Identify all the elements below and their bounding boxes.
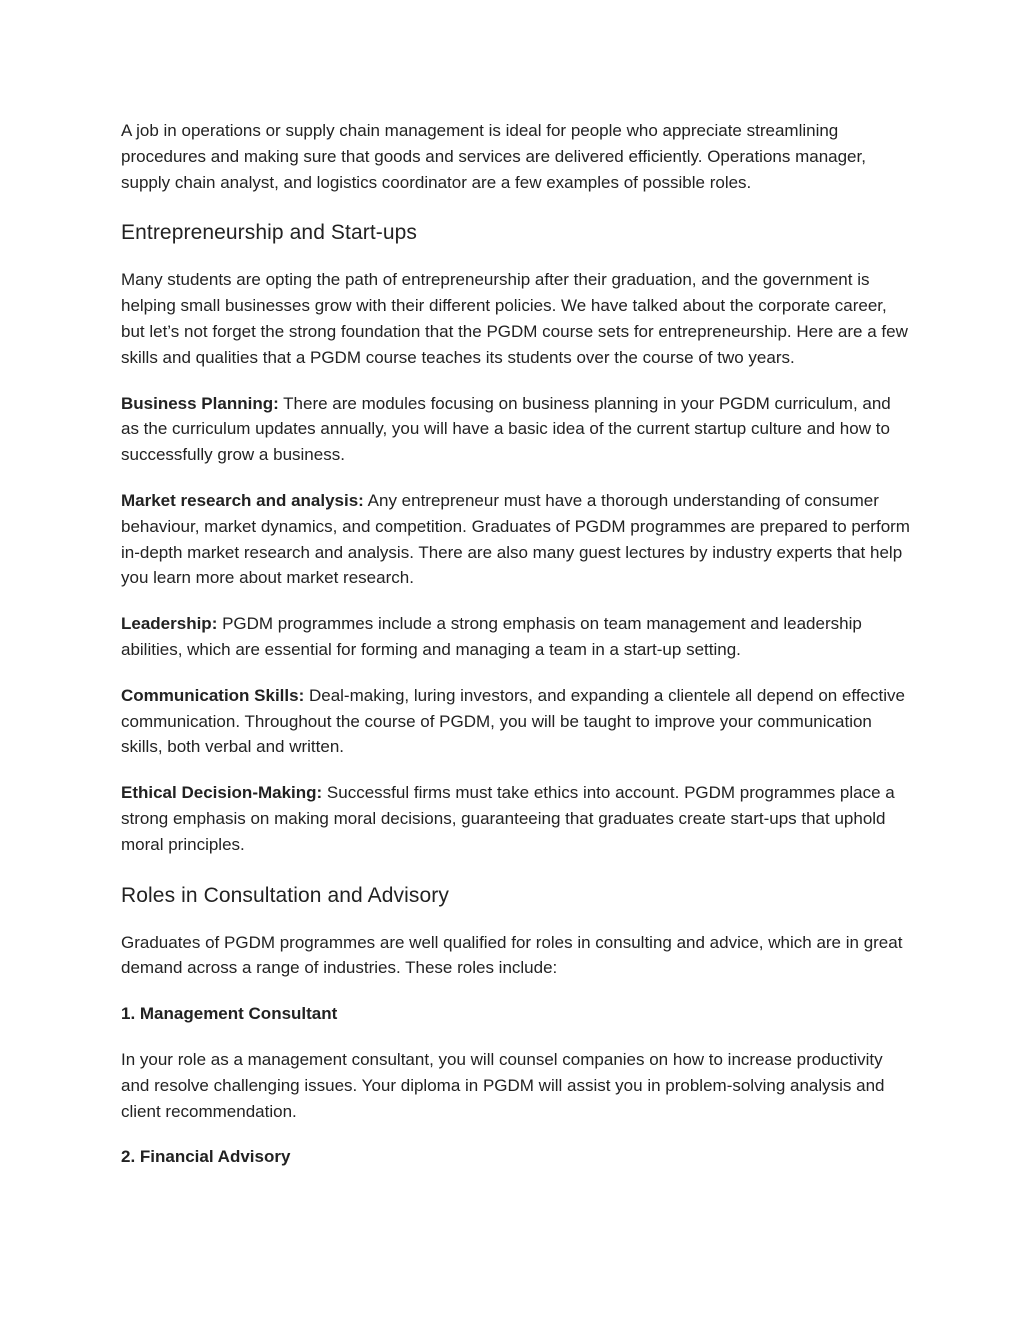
intro-paragraph: A job in operations or supply chain management is ideal for people who appreciate streamlining procedures and making sure that goods and services are delivered efficiently. Operations manager, supply chain analyst, and logistics coordinator are a few examples of possible roles. — [121, 121, 866, 192]
skill-paragraph-business-planning — [121, 391, 911, 468]
document-body — [121, 118, 911, 1170]
skill-text: Deal-making, luring investors, and expanding a clientele all depend on effective communication. Throughout the course of PGDM, you will be taught to improve your communication skills, both verbal and written. — [121, 685, 905, 757]
skill-text: PGDM programmes include a strong emphasis on team management and leadership abilities, which are essential for forming and managing a team in a start-up setting. — [121, 614, 862, 659]
skill-paragraph-ethical-decision-making — [121, 780, 911, 857]
entrepreneurship-intro-paragraph: Many students are opting the path of entrepreneurship after their graduation, and the government is helping small businesses grow with their different policies. We have talked about the corporate career, but let’s not forget the strong foundation that the PGDM course sets for entrepreneurship. Here are a few skills and qualities that a PGDM course teaches its students over the course of two years. — [121, 270, 908, 367]
skill-text: There are modules focusing on business planning in your PGDM curriculum, and as the curriculum updates annually, you will have a basic idea of the current startup culture and how to successfully grow a business. — [121, 393, 891, 465]
skill-paragraph-communication — [121, 683, 911, 760]
section-heading-consultation: Roles in Consultation and Advisory — [121, 883, 449, 907]
skill-title: Ethical Decision-Making: — [121, 783, 323, 803]
skill-paragraph-leadership — [121, 611, 911, 663]
skill-title: Leadership: — [121, 614, 218, 634]
skill-text: Any entrepreneur must have a thorough understanding of consumer behaviour, market dynamics, and competition. Graduates of PGDM programmes are prepared to perform in-depth market research and analysis. There are also many guest lectures by industry experts that help you learn more about market research. — [121, 490, 910, 588]
skill-title: Business Planning: — [121, 393, 279, 413]
role-heading-financial-advisory: 2. Financial Advisory — [121, 1147, 291, 1167]
skill-paragraph-market-research — [121, 488, 911, 591]
skill-text: Successful firms must take ethics into account. PGDM programmes place a strong emphasis on making moral decisions, guaranteeing that graduates create start-ups that uphold moral principles. — [121, 783, 895, 854]
role-paragraph-management-consultant: In your role as a management consultant, you will counsel companies on how to increase productivity and resolve challenging issues. Your diploma in PGDM will assist you in problem-solving analysis and client recommendation. — [121, 1049, 885, 1121]
skill-title: Market research and analysis: — [121, 490, 364, 510]
section-heading-entrepreneurship: Entrepreneurship and Start-ups — [121, 221, 418, 245]
skill-title: Communication Skills: — [121, 685, 305, 705]
role-heading-management-consultant: 1. Management Consultant — [121, 1004, 338, 1024]
consultation-intro-paragraph: Graduates of PGDM programmes are well qualified for roles in consulting and advice, which are in great demand across a range of industries. These roles include: — [121, 932, 903, 978]
